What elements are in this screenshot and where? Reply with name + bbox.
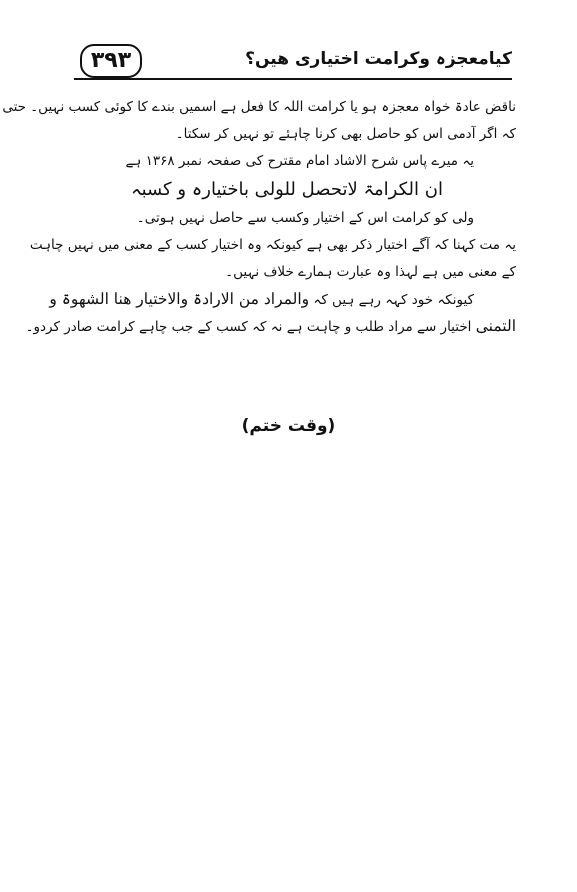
text-line: یہ میرے پاس شرح الاشاد امام مقترح کی صفحہ نمبر ۱۳۶۸ ہے [125, 153, 474, 169]
text-line: کہ اگر آدمی اس کو حاصل بھی کرنا چاہئے تو نہیں کر سکتا۔ [175, 126, 516, 142]
page-number: ۳۹۳ [80, 44, 142, 78]
mixed-line [25, 313, 516, 340]
arabic-segment: التمنی [475, 317, 516, 335]
body-text [2, 94, 516, 340]
text-line: ولی کو کرامت اس کے اختیار وکسب سے حاصل نہیں ہوتی۔ [136, 210, 474, 226]
end-marker: (وقت ختم) [241, 416, 336, 436]
header-rule [74, 78, 512, 80]
text-line: کے معنی میں ہے لہذا وہ عبارت ہمارے خلاف نہیں۔ [225, 264, 516, 280]
urdu-segment: کیونکہ خود کہہ رہے ہیں کہ [313, 292, 474, 308]
running-title: کیامعجزہ وکرامت اختیاری ھیں؟ [245, 49, 512, 69]
text-line: ناقض عادۃ خواہ معجزہ ہو یا کرامت اللہ کا فعل ہے اسمیں بندے کا کوئی کسب نہیں۔ حتی [2, 99, 516, 115]
urdu-segment: اختیار سے مراد طلب و چاہت ہے نہ کہ کسب کے جب چاہے کرامت صادر کردو۔ [25, 319, 472, 335]
page-header [74, 44, 512, 86]
arabic-segment: والمراد من الارادۃ والاختیار ھنا الشھوۃ و [49, 290, 310, 308]
text-line: یہ مت کہنا کہ آگے اختیار ذکر بھی ہے کیونکہ وہ اختیار کسب کے معنی میں نہیں چاہت [29, 237, 516, 253]
arabic-quote: ان الکرامۃ لاتحصل للولی باختیارہ و کسبہ [131, 179, 443, 200]
mixed-line [49, 286, 516, 313]
